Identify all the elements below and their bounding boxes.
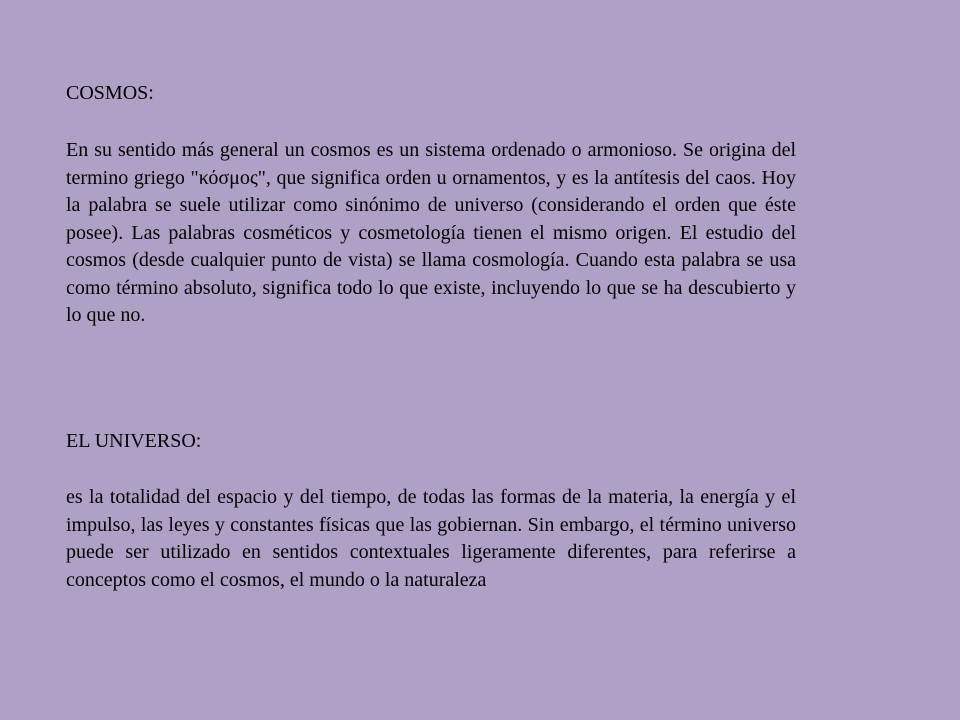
cosmos-definition-paragraph: En su sentido más general un cosmos es un sistema ordenado o armonioso. Se origina del termino griego "κόσμος", que significa orden u ornamentos, y es la antítesis del caos. Hoy la palabra se suele utilizar como sinónimo de universo (considerando el orden que éste posee). Las palabras cosméticos y cosmetología tienen el mismo origen. El estudio del cosmos (desde cualquier punto de vista) se llama cosmología. Cuando esta palabra se usa como término absoluto, significa todo lo que existe, incluyendo lo que se ha descubierto y lo que no.	[66, 139, 796, 326]
universo-heading: EL UNIVERSO:	[66, 430, 202, 452]
universo-definition-paragraph: es la totalidad del espacio y del tiempo, de todas las formas de la materia, la energía y el impulso, las leyes y constantes físicas que las gobiernan. Sin embargo, el término universo puede ser utilizado en sentidos contextuales ligeramente diferentes, para referirse a conceptos como el cosmos, el mundo o la naturaleza	[66, 486, 796, 591]
cosmos-heading: COSMOS:	[66, 82, 154, 104]
